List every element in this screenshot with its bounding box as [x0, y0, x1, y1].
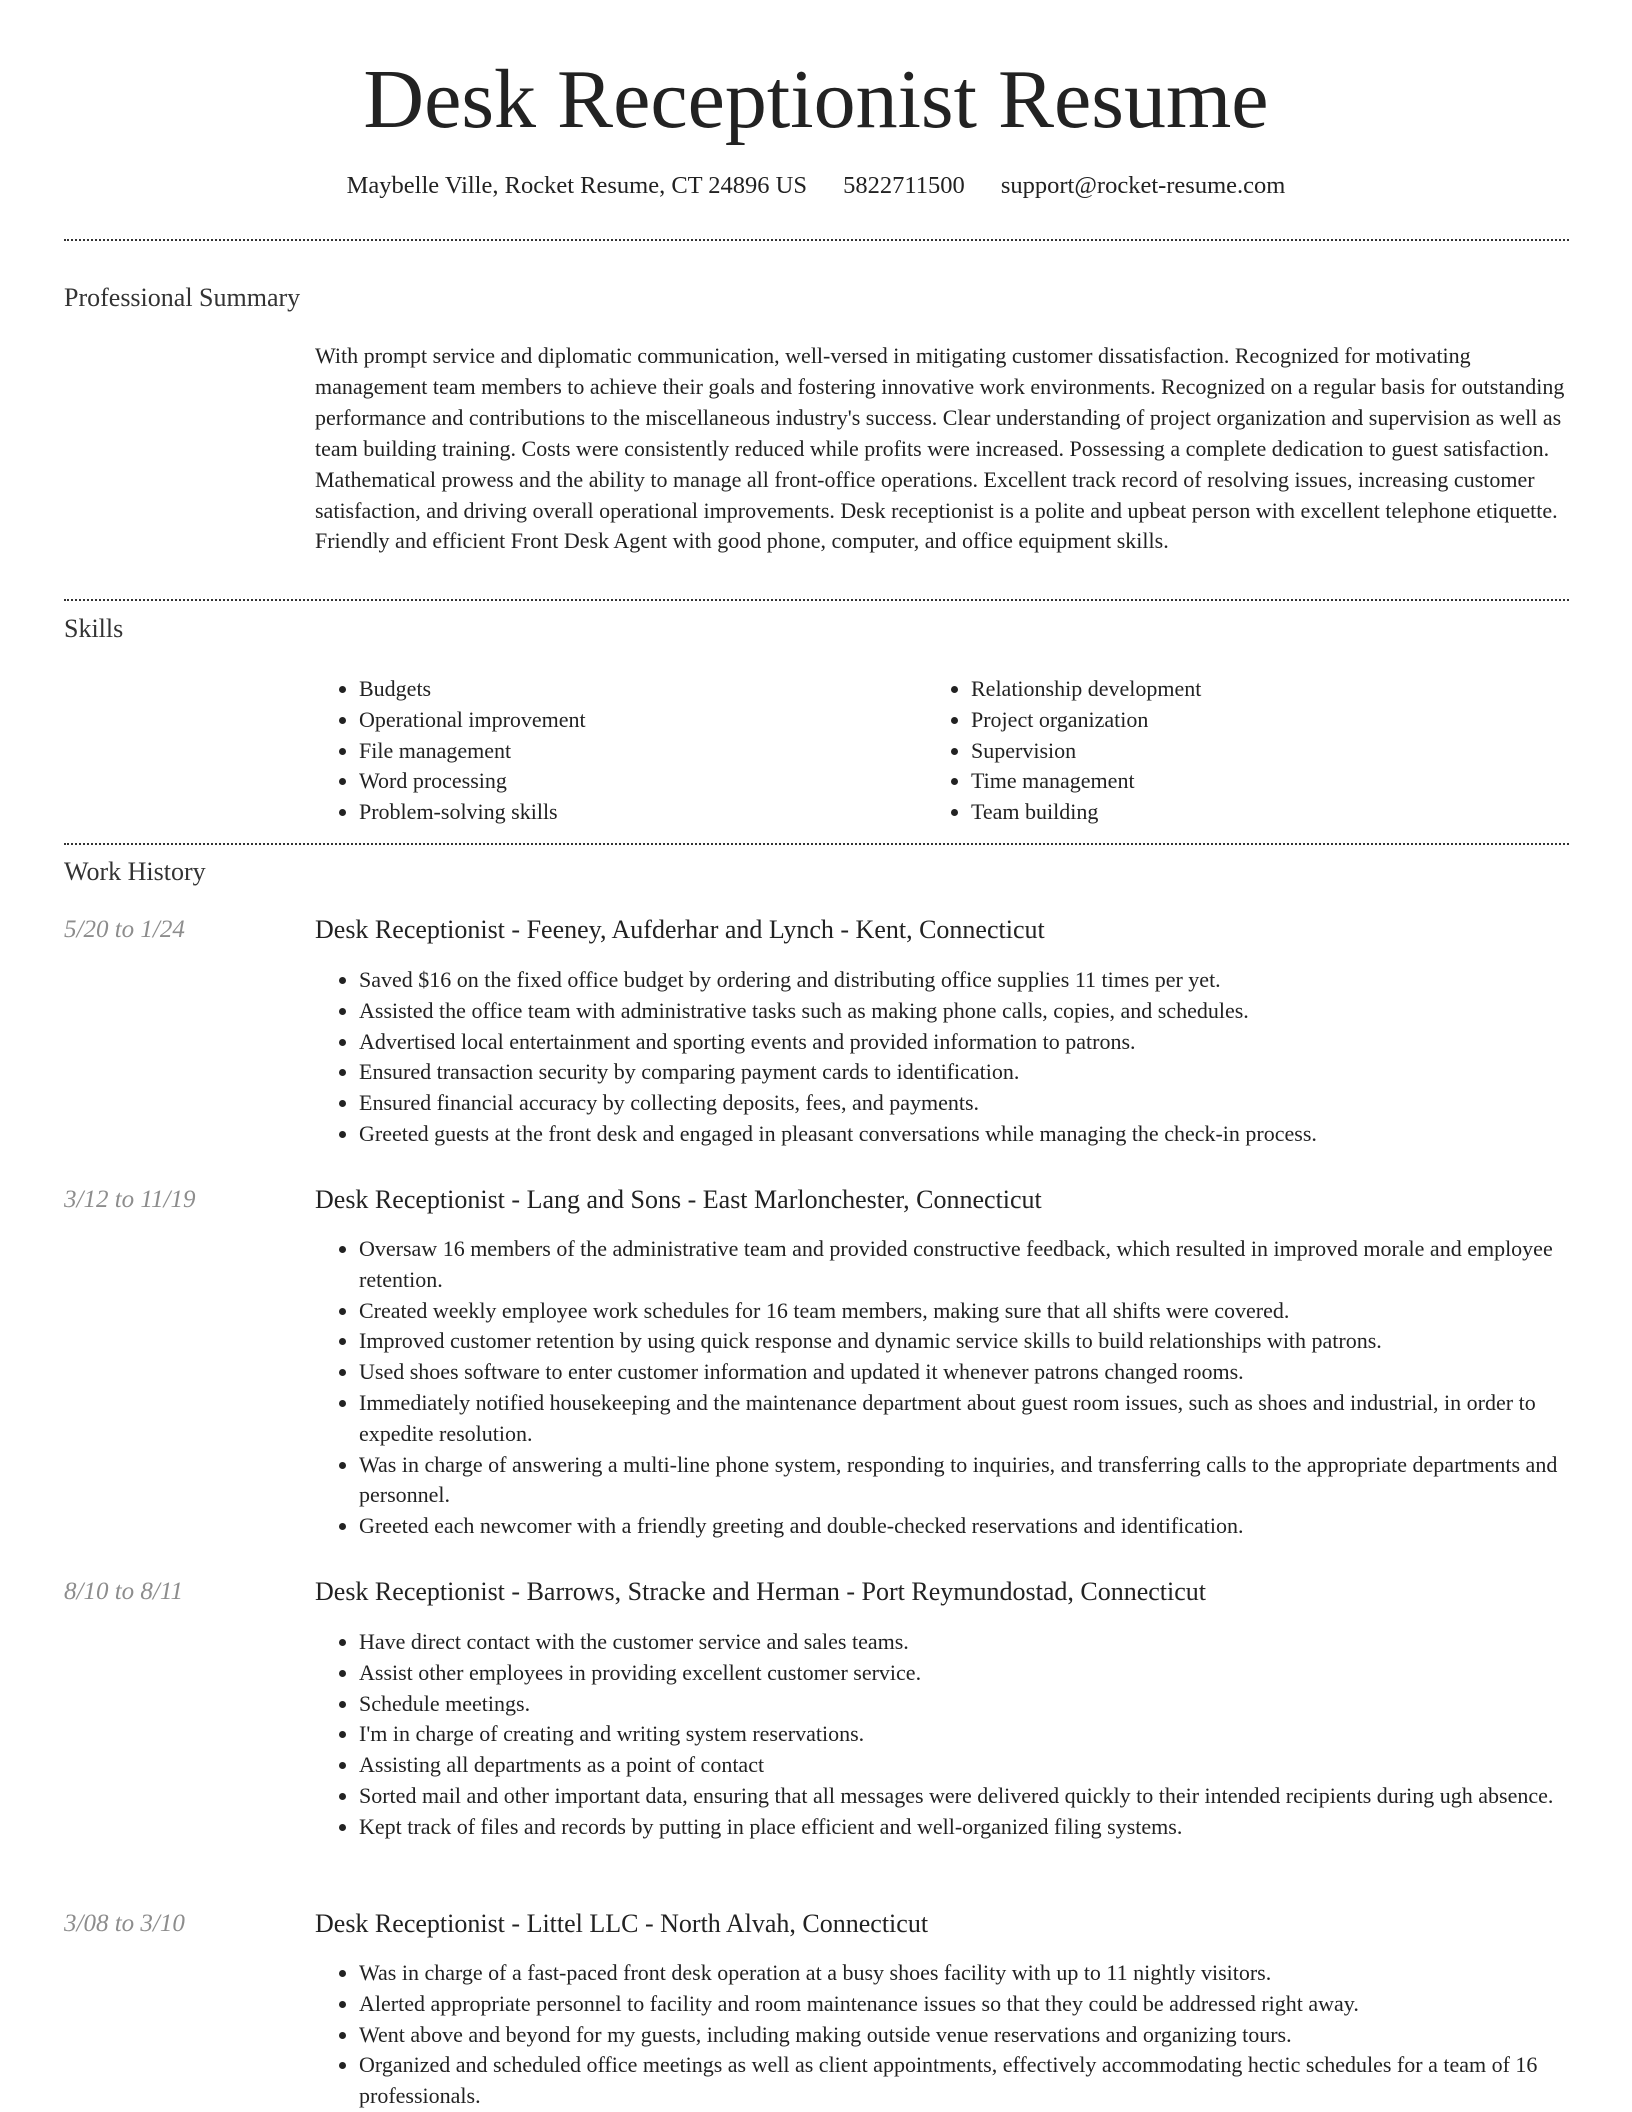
job-bullet: • Schedule meetings. — [359, 1689, 1571, 1720]
skills-list-right — [927, 674, 1201, 828]
job-title: Desk Receptionist - Barrows, Stracke and Herman - Port Reymundostad, Connecticut — [315, 1577, 1207, 1606]
job-bullet: • Advertised local entertainment and sporting events and provided information to patrons. — [359, 1027, 1571, 1058]
job-bullets — [315, 1234, 1571, 1542]
skill-item: • Time management — [971, 766, 1201, 797]
job-bullet: • Saved $16 on the fixed office budget by ordering and distributing office supplies 11 times per yet. — [359, 965, 1571, 996]
job-bullet: • Improved customer retention by using quick response and dynamic service skills to build relationships with patrons. — [359, 1326, 1571, 1357]
skill-item: • Relationship development — [971, 674, 1201, 705]
job-bullet: • Greeted guests at the front desk and engaged in pleasant conversations while managing the check-in process. — [359, 1119, 1571, 1150]
job-bullet: • Sorted mail and other important data, ensuring that all messages were delivered quickly to their intended recipients during ugh absence. — [359, 1781, 1571, 1812]
resume-title: Desk Receptionist Resume — [363, 53, 1269, 146]
job-bullet: • Alerted appropriate personnel to facility and room maintenance issues so that they could be addressed right away. — [359, 1989, 1571, 2020]
skill-item: • Word processing — [359, 766, 586, 797]
divider — [64, 239, 1569, 241]
divider — [64, 843, 1569, 845]
job-title: Desk Receptionist - Feeney, Aufderhar and Lynch - Kent, Connecticut — [315, 915, 1045, 944]
job-bullet: • Went above and beyond for my guests, including making outside venue reservations and organizing tours. — [359, 2020, 1571, 2051]
job-bullet: • Created weekly employee work schedules for 16 team members, making sure that all shifts were covered. — [359, 1296, 1571, 1327]
job-dates: 3/12 to 11/19 — [64, 1186, 196, 1213]
skill-item: • Team building — [971, 797, 1201, 828]
skill-item: • Problem-solving skills — [359, 797, 586, 828]
divider — [64, 599, 1569, 601]
skill-item: • Operational improvement — [359, 705, 586, 736]
skill-item: • Supervision — [971, 736, 1201, 767]
job-dates: 8/10 to 8/11 — [64, 1578, 183, 1605]
job-bullet: • Assist other employees in providing excellent customer service. — [359, 1658, 1571, 1689]
skill-item: • Budgets — [359, 674, 586, 705]
skill-item: • Project organization — [971, 705, 1201, 736]
contact-phone: 5822711500 — [843, 172, 965, 199]
job-bullet: • Greeted each newcomer with a friendly greeting and double-checked reservations and identification. — [359, 1511, 1571, 1542]
contact-email: support@rocket-resume.com — [1000, 172, 1286, 199]
job-bullets — [315, 965, 1571, 1150]
section-title-work-history: Work History — [64, 857, 206, 886]
summary-text: With prompt service and diplomatic communication, well-versed in mitigating customer dissatisfaction. Recognized for motivating management team members to achieve their goals and fostering innovative work environments. Recognized on a regular basis for outstanding performance and contributions to the miscellaneous industry's success. Clear understanding of project organization and supervision as well as team building training. Costs were consistently reduced while profits were increased. Possessing a complete dedication to guest satisfaction. Mathematical prowess and the ability to manage all front-office operations. Excellent track record of resolving issues, increasing customer satisfaction, and driving overall operational improvements. Desk receptionist is a polite and upbeat person with excellent telephone etiquette. Friendly and efficient Front Desk Agent with good phone, computer, and office equipment skills. — [315, 343, 1565, 554]
job-title: Desk Receptionist - Lang and Sons - East Marlonchester, Connecticut — [315, 1185, 1042, 1214]
contact-line — [0, 170, 1632, 202]
job-bullet: • Ensured financial accuracy by collecting deposits, fees, and payments. — [359, 1088, 1571, 1119]
job-bullet: • Ensured transaction security by comparing payment cards to identification. — [359, 1057, 1571, 1088]
contact-address: Maybelle Ville, Rocket Resume, CT 24896 US — [346, 172, 807, 199]
section-title-skills: Skills — [64, 614, 124, 643]
job-bullet: • Was in charge of a fast-paced front desk operation at a busy shoes facility with up to 11 nightly visitors. — [359, 1958, 1571, 1989]
skill-item: • File management — [359, 736, 586, 767]
job-bullet: • Kept track of files and records by putting in place efficient and well-organized filing systems. — [359, 1812, 1571, 1843]
job-bullet: • Was in charge of answering a multi-line phone system, responding to inquiries, and transferring calls to the appropriate departments and personnel. — [359, 1450, 1571, 1512]
job-bullet: • Organized and scheduled office meetings as well as client appointments, effectively accommodating hectic schedules for a team of 16 professionals. — [359, 2050, 1571, 2112]
job-title: Desk Receptionist - Littel LLC - North Alvah, Connecticut — [315, 1909, 929, 1938]
job-bullet: • Immediately notified housekeeping and the maintenance department about guest room issues, such as shoes and industrial, in order to expedite resolution. — [359, 1388, 1571, 1450]
job-dates: 5/20 to 1/24 — [64, 916, 185, 943]
job-bullet: • Assisting all departments as a point of contact — [359, 1750, 1571, 1781]
job-bullet: • Have direct contact with the customer service and sales teams. — [359, 1627, 1571, 1658]
job-bullets — [315, 1958, 1571, 2112]
skills-list-left — [315, 674, 586, 828]
job-bullet: • I'm in charge of creating and writing system reservations. — [359, 1719, 1571, 1750]
job-bullet: • Assisted the office team with administrative tasks such as making phone calls, copies, and schedules. — [359, 996, 1571, 1027]
section-title-summary: Professional Summary — [64, 283, 301, 312]
job-bullet: • Oversaw 16 members of the administrative team and provided constructive feedback, which resulted in improved morale and employee retention. — [359, 1234, 1571, 1296]
job-bullet: • Used shoes software to enter customer information and updated it whenever patrons changed rooms. — [359, 1357, 1571, 1388]
job-bullets — [315, 1627, 1571, 1843]
job-dates: 3/08 to 3/10 — [64, 1910, 185, 1937]
